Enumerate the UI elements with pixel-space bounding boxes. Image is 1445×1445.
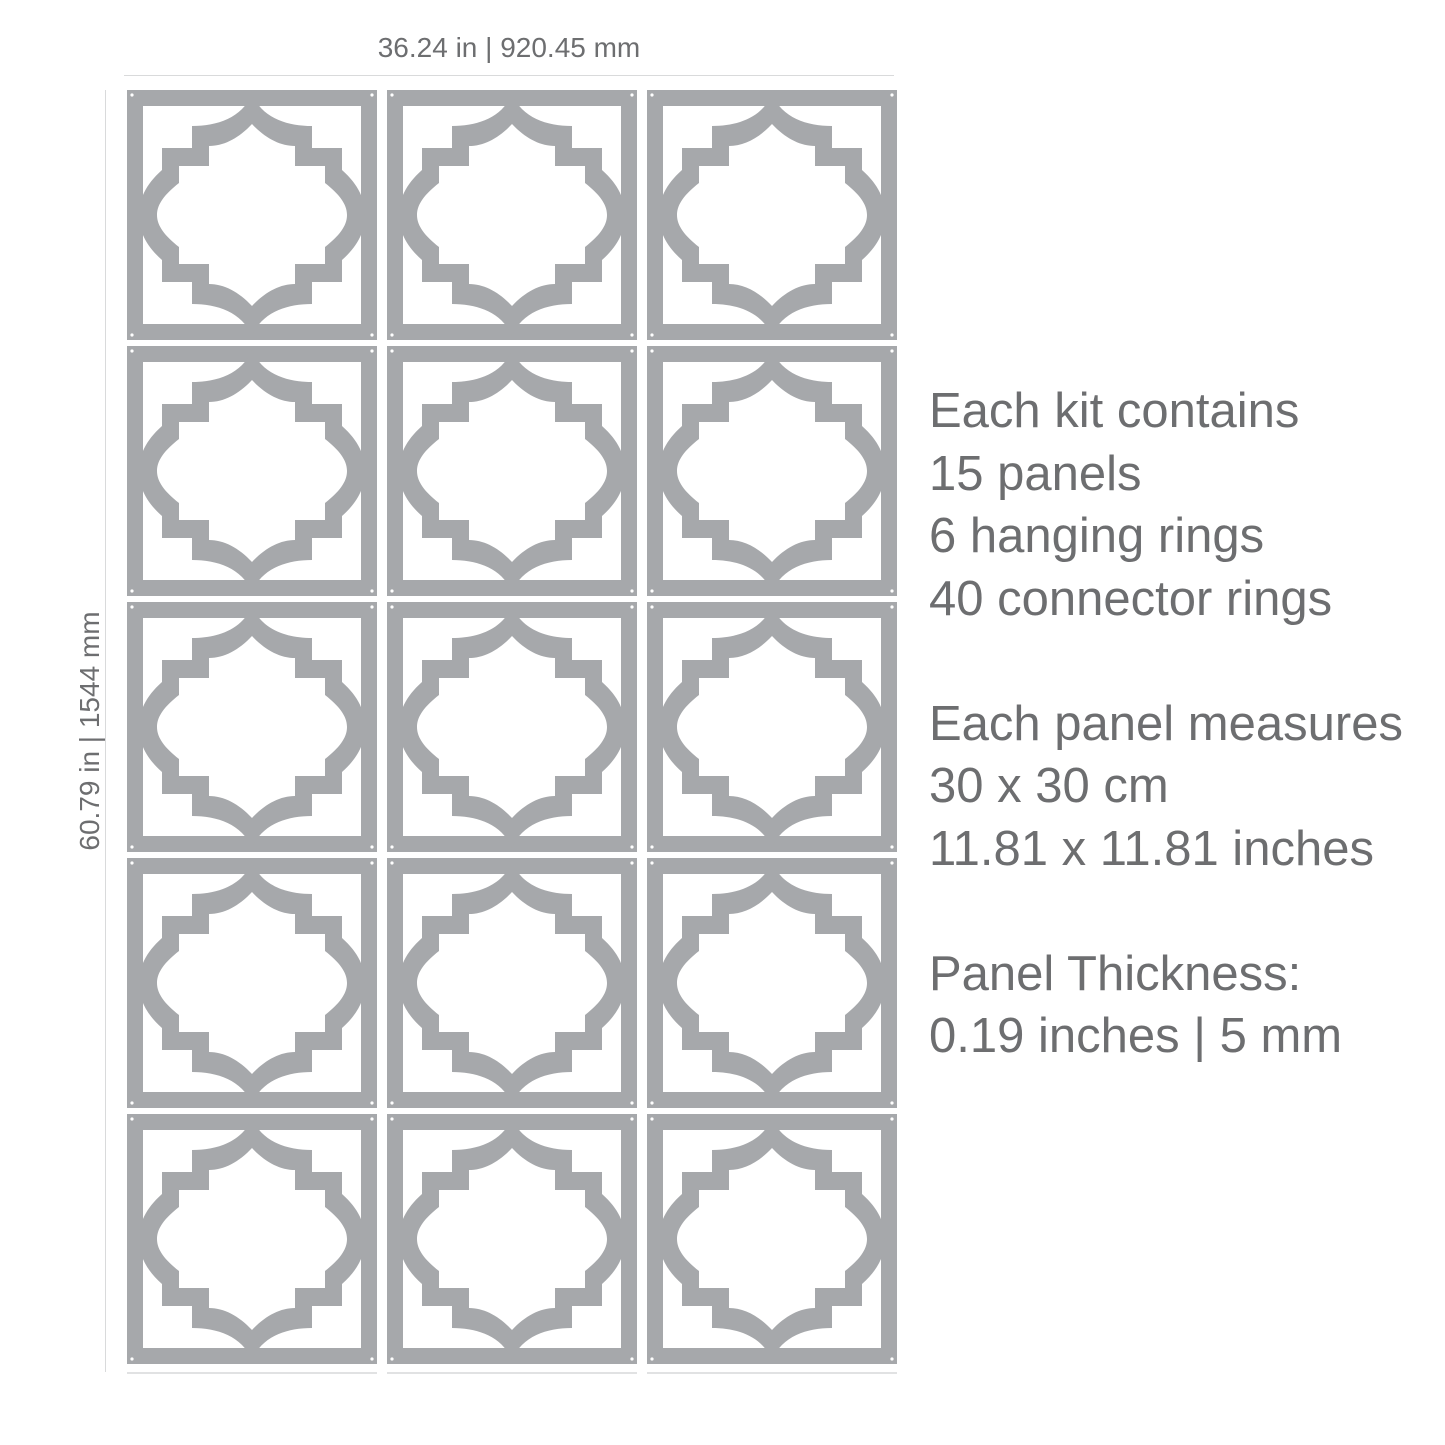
panel-tile bbox=[387, 90, 637, 340]
panel-tile bbox=[647, 1114, 897, 1364]
panel-tile bbox=[127, 602, 377, 852]
panel-tile bbox=[387, 858, 637, 1108]
panel-tile bbox=[647, 90, 897, 340]
panel-tile bbox=[127, 1114, 377, 1364]
panel-tile bbox=[387, 346, 637, 596]
panel-tile bbox=[647, 858, 897, 1108]
panel-tile bbox=[127, 90, 377, 340]
panel-measurements bbox=[929, 693, 1429, 881]
specs-panel bbox=[929, 380, 1429, 1130]
panel-tile bbox=[647, 346, 897, 596]
thickness-line: 0.19 inches | 5 mm bbox=[929, 1009, 1343, 1063]
kit-contents bbox=[929, 380, 1429, 630]
thickness-heading: Panel Thickness: bbox=[929, 946, 1302, 1001]
panel-tile bbox=[387, 602, 637, 852]
measure-line-inches: 11.81 x 11.81 inches bbox=[929, 821, 1374, 876]
panel-tile bbox=[647, 602, 897, 852]
kit-heading: Each kit contains bbox=[929, 384, 1300, 438]
height-dimension-label: 60.79 in | 1544 mm bbox=[74, 611, 105, 851]
measure-heading: Each panel measures bbox=[929, 696, 1403, 751]
kit-line-hanging-rings: 6 hanging rings bbox=[929, 509, 1265, 563]
panel-thickness bbox=[929, 943, 1429, 1068]
panel-tile bbox=[387, 1114, 637, 1364]
panel-tile bbox=[127, 346, 377, 596]
kit-line-connector-rings: 40 connector rings bbox=[929, 571, 1333, 626]
kit-line-panels: 15 panels bbox=[929, 446, 1142, 501]
measure-line-cm: 30 x 30 cm bbox=[929, 759, 1169, 813]
panel-tile bbox=[127, 858, 377, 1108]
width-dimension-line bbox=[124, 75, 894, 76]
width-dimension-label: 36.24 in | 920.45 mm bbox=[377, 32, 641, 63]
panel-grid bbox=[127, 90, 899, 1375]
